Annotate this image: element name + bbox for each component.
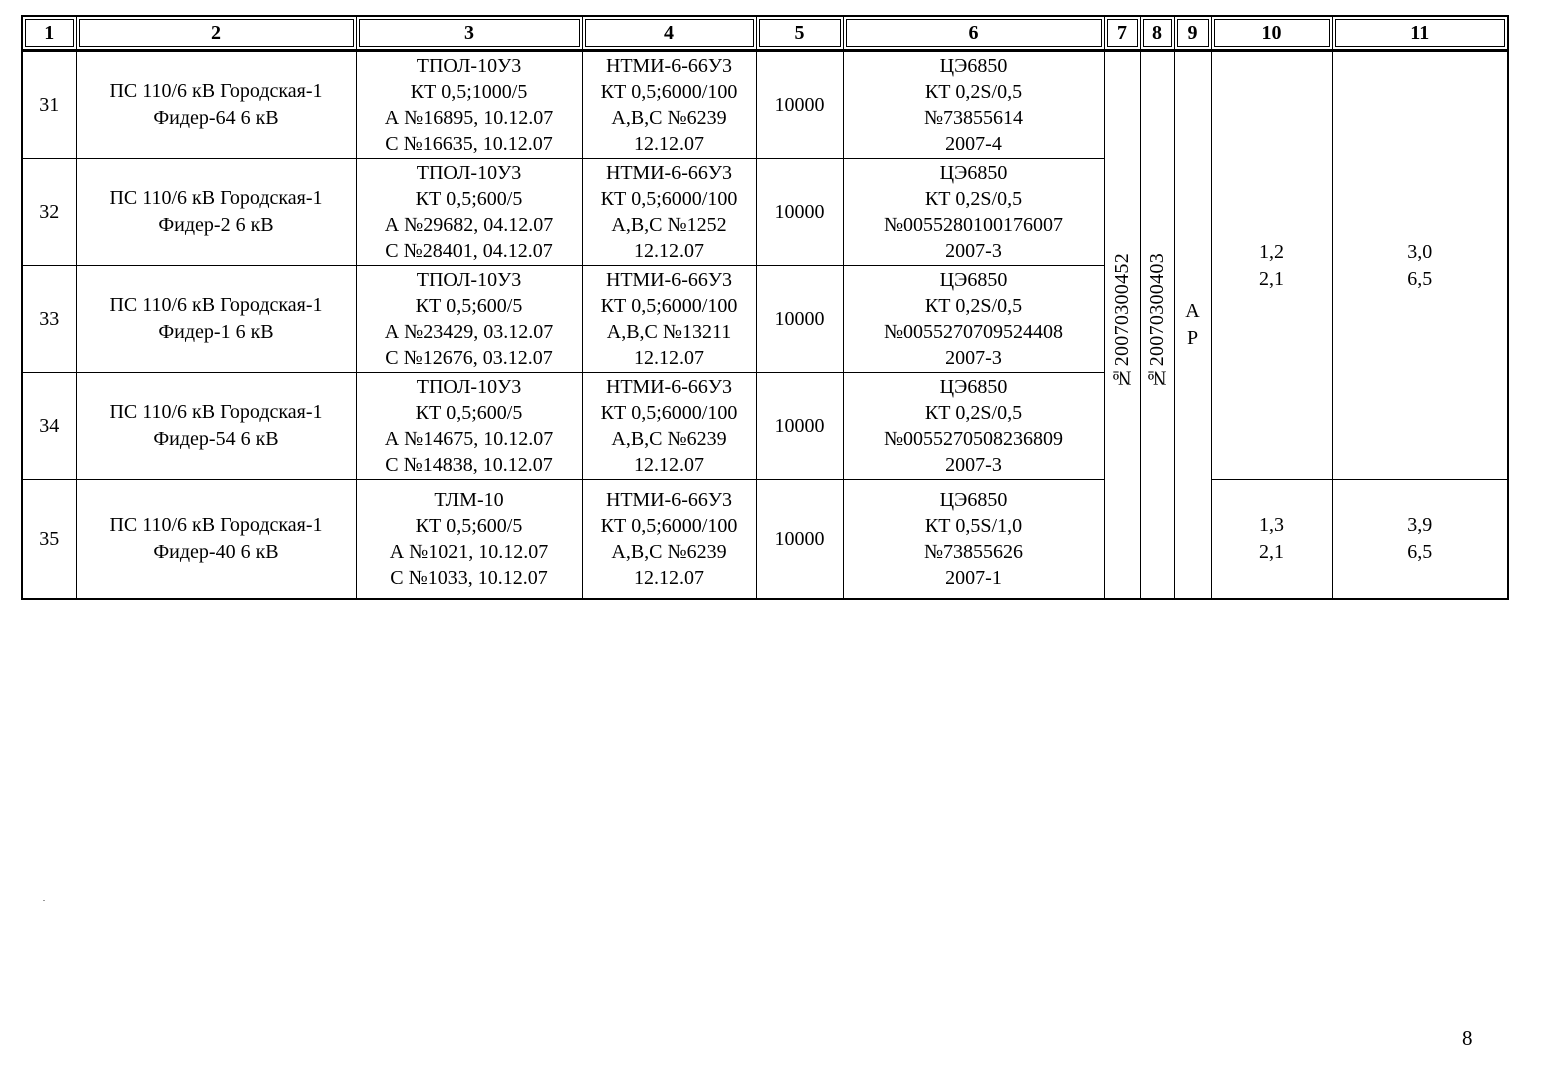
meter: ЦЭ6850 КТ 0,5S/1,0 №73855626 2007-1 (843, 480, 1104, 600)
equipment-table (21, 15, 1509, 600)
col9-line-1: А (1185, 300, 1200, 323)
current-transformer: ТПОЛ-10У3 КТ 0,5;600/5 А №23429, 03.12.07 С №12676, 03.12.07 (356, 266, 582, 373)
header-row (22, 16, 1508, 51)
header-col-1: 1 (22, 16, 76, 51)
voltage-transformer: НТМИ-6-66У3 КТ 0,5;6000/100 А,В,С №6239 12.12.07 (582, 480, 756, 600)
meter: ЦЭ6850 КТ 0,2S/0,5 №0055280100176007 2007-3 (843, 159, 1104, 266)
col10-group1: 1,2 2,1 (1211, 51, 1332, 480)
current-transformer: ТПОЛ-10У3 КТ 0,5;1000/5 А №16895, 10.12.07 С №16635, 10.12.07 (356, 51, 582, 159)
coefficient: 10000 (756, 373, 843, 480)
object-name: ПС 110/6 кВ Городская-1 Фидер-40 6 кВ (76, 480, 356, 600)
voltage-transformer: НТМИ-6-66У3 КТ 0,5;6000/100 А,В,С №6239 12.12.07 (582, 51, 756, 159)
current-transformer: ТПОЛ-10У3 КТ 0,5;600/5 А №14675, 10.12.07 С №14838, 10.12.07 (356, 373, 582, 480)
table-row (22, 51, 1508, 159)
table-row (22, 480, 1508, 600)
header-col-8: 8 (1140, 16, 1174, 51)
coefficient: 10000 (756, 480, 843, 600)
header-col-3: 3 (356, 16, 582, 51)
col7-serial: №20070300452 (1110, 253, 1133, 389)
header-col-7: 7 (1104, 16, 1140, 51)
row-number: 34 (22, 373, 76, 480)
header-col-10: 10 (1211, 16, 1332, 51)
scan-speck (43, 900, 45, 901)
row-number: 33 (22, 266, 76, 373)
meter: ЦЭ6850 КТ 0,2S/0,5 №73855614 2007-4 (843, 51, 1104, 159)
object-name: ПС 110/6 кВ Городская-1 Фидер-1 6 кВ (76, 266, 356, 373)
header-col-5: 5 (756, 16, 843, 51)
object-name: ПС 110/6 кВ Городская-1 Фидер-2 6 кВ (76, 159, 356, 266)
current-transformer: ТЛМ-10 КТ 0,5;600/5 А №1021, 10.12.07 С №1033, 10.12.07 (356, 480, 582, 600)
col11-group1: 3,0 6,5 (1332, 51, 1508, 480)
row-number: 32 (22, 159, 76, 266)
header-col-11: 11 (1332, 16, 1508, 51)
header-col-2: 2 (76, 16, 356, 51)
col9-line-2: Р (1186, 327, 1199, 349)
row-number: 35 (22, 480, 76, 600)
col8-serial: №20070300403 (1145, 253, 1168, 389)
voltage-transformer: НТМИ-6-66У3 КТ 0,5;6000/100 А,В,С №6239 12.12.07 (582, 373, 756, 480)
header-col-9: 9 (1174, 16, 1211, 51)
voltage-transformer: НТМИ-6-66У3 КТ 0,5;6000/100 А,В,С №13211 12.12.07 (582, 266, 756, 373)
voltage-transformer: НТМИ-6-66У3 КТ 0,5;6000/100 А,В,С №1252 12.12.07 (582, 159, 756, 266)
page-number: 8 (1462, 1026, 1473, 1050)
coefficient: 10000 (756, 159, 843, 266)
object-name: ПС 110/6 кВ Городская-1 Фидер-64 6 кВ (76, 51, 356, 159)
meter: ЦЭ6850 КТ 0,2S/0,5 №0055270508236809 2007-3 (843, 373, 1104, 480)
col8-merged (1140, 51, 1174, 600)
coefficient: 10000 (756, 266, 843, 373)
col9-merged (1174, 51, 1211, 600)
col7-merged (1104, 51, 1140, 600)
object-name: ПС 110/6 кВ Городская-1 Фидер-54 6 кВ (76, 373, 356, 480)
header-col-6: 6 (843, 16, 1104, 51)
row-number: 31 (22, 51, 76, 159)
meter: ЦЭ6850 КТ 0,2S/0,5 №0055270709524408 2007-3 (843, 266, 1104, 373)
coefficient: 10000 (756, 51, 843, 159)
current-transformer: ТПОЛ-10У3 КТ 0,5;600/5 А №29682, 04.12.07 С №28401, 04.12.07 (356, 159, 582, 266)
col11-group2: 3,9 6,5 (1332, 480, 1508, 600)
col10-group2: 1,3 2,1 (1211, 480, 1332, 600)
header-col-4: 4 (582, 16, 756, 51)
